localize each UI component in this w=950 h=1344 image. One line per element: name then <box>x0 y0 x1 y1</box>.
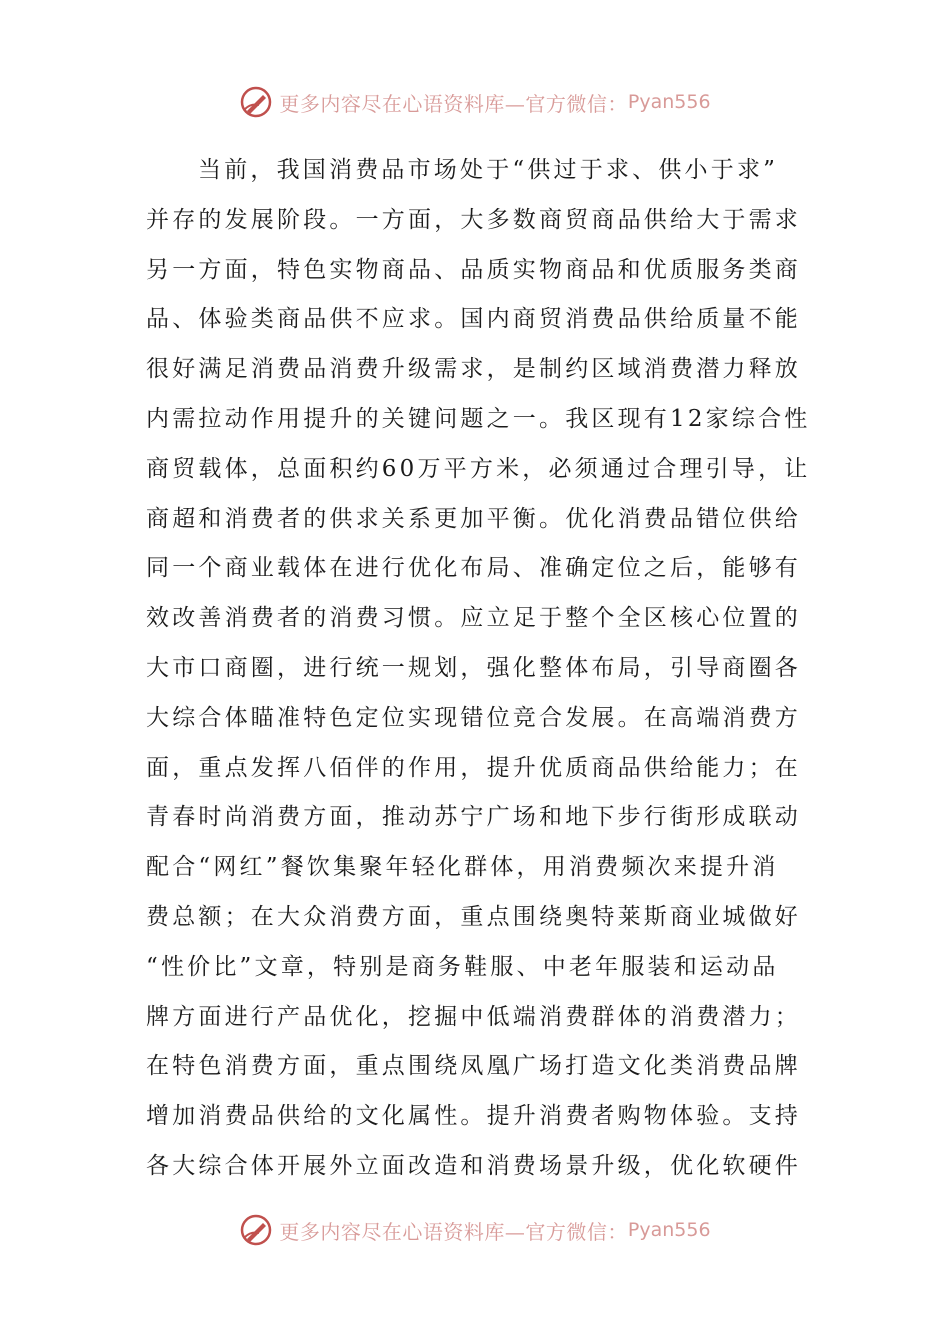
header-banner <box>0 82 950 122</box>
text-line: 内需拉动作用提升的关键问题之一。我区现有12家综合性 <box>146 405 811 432</box>
text-line: 商超和消费者的供求关系更加平衡。优化消费品错位供给 <box>146 505 801 532</box>
text-line: 当前，我国消费品市场处于“供过于求、供小于求” <box>198 157 779 183</box>
text-line: 大市口商圈，进行统一规划，强化整体布局，引导商圈各 <box>146 654 801 681</box>
text-line: 品、体验类商品供不应求。国内商贸消费品供给质量不能 <box>146 306 801 333</box>
text-line: 面，重点发挥八佰伴的作用，提升优质商品供给能力；在 <box>146 754 801 781</box>
text-line: 配合“网红”餐饮集聚年轻化群体，用消费频次来提升消 <box>146 854 779 881</box>
text-line: 商贸载体，总面积约60万平方米，必须通过合理引导，让 <box>146 455 811 482</box>
text-line: 各大综合体开展外立面改造和消费场景升级，优化软硬件 <box>146 1152 801 1179</box>
header-banner-text: 更多内容尽在心语资料库—官方微信： <box>279 91 628 116</box>
pen-logo-icon <box>239 85 273 119</box>
document-body <box>146 146 811 1192</box>
text-line: 牌方面进行产品优化，挖掘中低端消费群体的消费潜力； <box>146 1003 801 1030</box>
text-line: 另一方面，特色实物商品、品质实物商品和优质服务类商 <box>146 256 801 283</box>
header-wechat-id: Pyan556 <box>627 91 711 113</box>
text-line: 在特色消费方面，重点围绕凤凰广场打造文化类消费品牌 <box>146 1053 801 1080</box>
text-line: 青春时尚消费方面，推动苏宁广场和地下步行街形成联动 <box>146 804 801 831</box>
text-line: 并存的发展阶段。一方面，大多数商贸商品供给大于需求 <box>146 206 801 233</box>
text-line: 大综合体瞄准特色定位实现错位竞合发展。在高端消费方 <box>146 704 801 731</box>
footer-banner <box>0 1210 950 1250</box>
text-line: 费总额；在大众消费方面，重点围绕奥特莱斯商业城做好 <box>146 903 801 930</box>
pen-logo-icon <box>239 1213 273 1247</box>
text-line: 很好满足消费品消费升级需求，是制约区域消费潜力释放 <box>146 356 801 383</box>
footer-banner-text: 更多内容尽在心语资料库—官方微信： <box>279 1219 628 1244</box>
text-line: 效改善消费者的消费习惯。应立足于整个全区核心位置的 <box>146 605 801 632</box>
footer-wechat-id: Pyan556 <box>627 1219 711 1241</box>
text-line: 同一个商业载体在进行优化布局、准确定位之后，能够有 <box>146 555 801 582</box>
text-line: “性价比”文章，特别是商务鞋服、中老年服装和运动品 <box>146 953 779 980</box>
text-line: 增加消费品供给的文化属性。提升消费者购物体验。支持 <box>146 1103 801 1130</box>
